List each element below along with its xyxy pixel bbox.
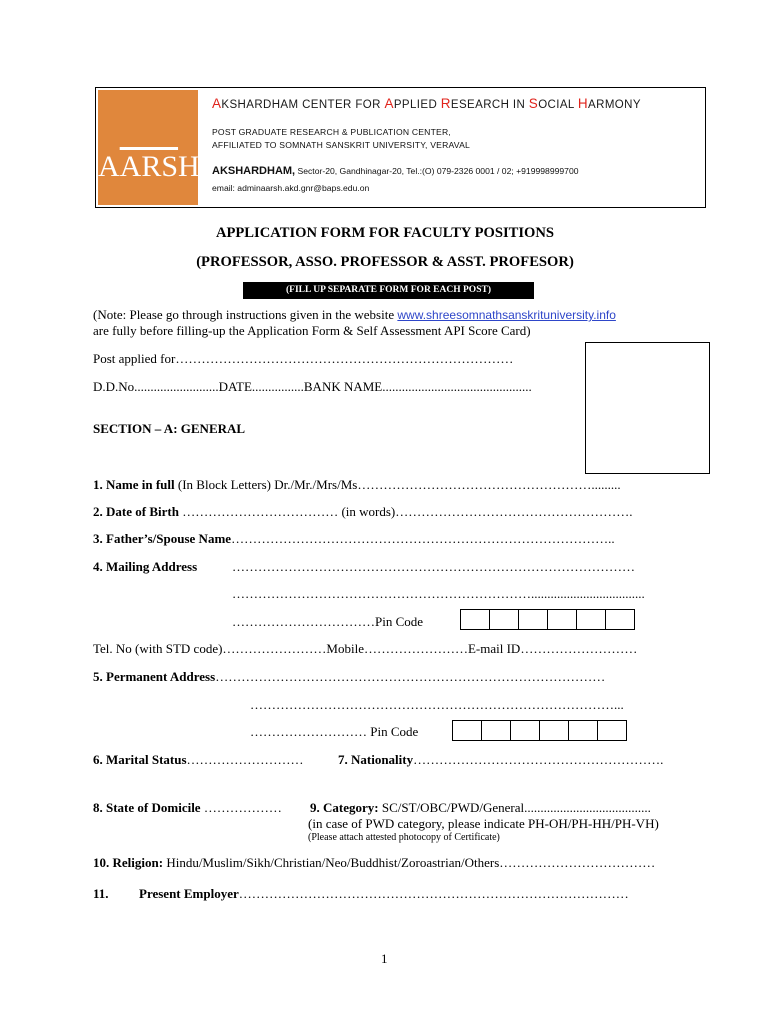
org-name-cap: H <box>577 96 589 111</box>
note-line-2: are fully before filling-up the Application Form & Self Assessment API Score Card) <box>93 323 531 338</box>
website-link[interactable]: www.shreesomnathsanskrituniversity.info <box>397 308 616 322</box>
religion-field[interactable]: 10. Religion: Hindu/Muslim/Sikh/Christian/Neo/Buddhist/Zoroastrian/Others……………………………… <box>93 855 656 870</box>
pin-digit-box[interactable] <box>605 609 635 630</box>
note-line-1: (Note: Please go through instructions given in the website www.shreesomnathsanskrituniversity.info <box>93 307 616 322</box>
section-a-heading: SECTION – A: GENERAL <box>93 421 246 436</box>
mailing-address-line-2[interactable]: ……………………………………………………………................................... <box>232 586 645 601</box>
state-of-domicile-field[interactable]: 8. State of Domicile ……………… <box>93 800 282 815</box>
page-number: 1 <box>381 951 388 966</box>
form-title: APPLICATION FORM FOR FACULTY POSITIONS <box>215 225 555 241</box>
question-11-number: 11. <box>93 886 109 901</box>
header-line-2: AFFILIATED TO SOMNATH SANSKRIT UNIVERSITY, VERAVAL <box>212 140 470 150</box>
post-applied-field[interactable]: Post applied for…………………………………………………………………… <box>93 351 514 366</box>
email-line: email: adminaarsh.akd.gnr@baps.edu.on <box>212 183 370 193</box>
photo-box <box>585 342 710 474</box>
permanent-address-line-2[interactable]: …………………………………………………………………………... <box>250 697 624 712</box>
pin-digit-box[interactable] <box>568 720 598 741</box>
pin-digit-box[interactable] <box>547 609 577 630</box>
pwd-category-note: (in case of PWD category, please indicate PH-OH/PH-HH/PH-VH) <box>308 816 659 831</box>
permanent-pin-code-boxes[interactable] <box>453 720 627 741</box>
header-line-1: POST GRADUATE RESEARCH & PUBLICATION CENTER, <box>212 127 451 137</box>
pin-digit-box[interactable] <box>576 609 606 630</box>
org-name-part: KSHARDHAM CENTER FOR <box>221 99 385 111</box>
pin-digit-box[interactable] <box>452 720 482 741</box>
mailing-address-line-1[interactable]: ………………………………………………………………………………… <box>232 559 635 574</box>
permanent-pin-label: ……………………… Pin Code <box>250 724 419 739</box>
marital-status-field[interactable]: 6. Marital Status……………………… <box>93 752 304 767</box>
org-name-part: PPLIED <box>393 99 441 111</box>
org-name-cap: R <box>440 96 451 111</box>
permanent-address-field[interactable]: 5. Permanent Address……………………………………………………………………………… <box>93 669 606 684</box>
mailing-pin-code-boxes[interactable] <box>461 609 635 630</box>
org-name-cap: S <box>528 96 539 111</box>
org-name-part: OCIAL <box>538 99 578 111</box>
form-subtitle: (PROFESSOR, ASSO. PROFESSOR & ASST. PROFESOR) <box>196 254 574 270</box>
dd-details-field[interactable]: D.D.No..........................DATE................BANK NAME.............................................. <box>93 379 532 394</box>
pin-digit-box[interactable] <box>489 609 519 630</box>
org-name-part: ARMONY <box>588 99 641 111</box>
pin-digit-box[interactable] <box>481 720 511 741</box>
aarsh-logo <box>98 90 198 205</box>
pin-digit-box[interactable] <box>510 720 540 741</box>
org-name-cap: A <box>212 96 222 111</box>
pin-digit-box[interactable] <box>539 720 569 741</box>
contact-details-field[interactable]: Tel. No (with STD code)……………………Mobile……………………E-mail ID……………………… <box>93 641 638 656</box>
name-in-full-field[interactable]: 1. Name in full (In Block Letters) Dr./Mr./Mrs/Ms………………………………………………......... <box>93 477 621 492</box>
mailing-address-label: 4. Mailing Address <box>93 559 198 574</box>
mailing-pin-label: ……………………………Pin Code <box>232 614 424 629</box>
certificate-note: (Please attach attested photocopy of Certificate) <box>308 832 500 843</box>
separate-form-badge: (FILL UP SEPARATE FORM FOR EACH POST) <box>243 282 534 299</box>
present-employer-field[interactable]: Present Employer……………………………………………………………………………… <box>139 886 629 901</box>
org-name-cap: A <box>384 96 394 111</box>
organization-name <box>212 96 641 111</box>
pin-digit-box[interactable] <box>518 609 548 630</box>
org-name-part: ESEARCH IN <box>450 99 529 111</box>
date-of-birth-field[interactable]: 2. Date of Birth ……………………………… (in words)………………………………………………. <box>93 504 633 519</box>
address-line: AKSHARDHAM, Sector-20, Gandhinagar-20, Tel.:(O) 079-2326 0001 / 02; +919998999700 <box>212 165 579 177</box>
pin-digit-box[interactable] <box>597 720 627 741</box>
logo-text: $A\overline{ARS}H$ <box>98 150 200 183</box>
category-field[interactable]: 9. Category: SC/ST/OBC/PWD/General....................................... <box>310 800 651 815</box>
father-spouse-name-field[interactable]: 3. Father’s/Spouse Name…………………………………………………………………………….. <box>93 531 615 546</box>
nationality-field[interactable]: 7. Nationality…………………………………………………. <box>338 752 664 767</box>
pin-digit-box[interactable] <box>460 609 490 630</box>
